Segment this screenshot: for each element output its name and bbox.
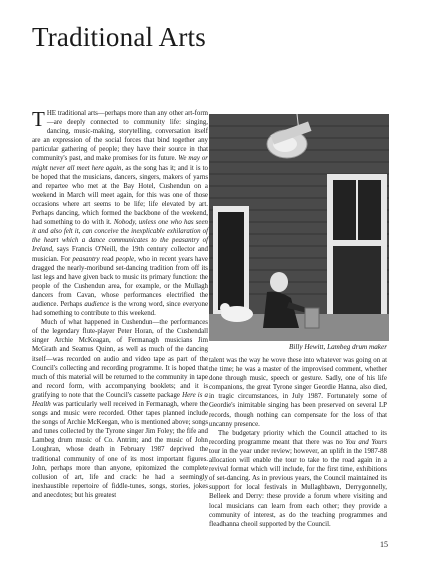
page-title: Traditional Arts [32, 22, 206, 52]
article-paragraph: THE traditional arts—perhaps more than any other art-form—are deeply connected to community life: singing, dancing, music-making, storytelling, conversation itself are an expression of the social forces that bind together any particular gathering of people; they have their source in that community's past, and make promises for its future. We may or might never all meet here again, as the song has it; and it is to be hoped that the musicians, dancers, singers, makers of yarns and repartee who met at the Bay Hotel, Cushendun on a weekend in March will meet again, for this was one of those occasions where art seems to be life; life elevated by art. Perhaps dancing, which formed the backbone of the weekend, had something to do with it. Nobody, unless one who has seen it and also felt it, can conceive the inexplicable exhilaration of the heart which a dance communicates to the peasantry of Ireland, says Francis O'Neill, the 19th century collector and musician. For peasantry read people, who in recent years have dragged the nearly-moribund set-dancing tradition from off its last legs and have given back to music its primary function: the people of the Cushendun area, for example, or the Mullagh dancers from Cavan, whose performances electrified the audience. Perhaps audience is the wrong word, since everyone had something to contribute to this weekend. [32, 107, 208, 318]
photo-illustration [209, 114, 389, 341]
drop-cap: T [32, 107, 45, 131]
article-paragraph: The budgetary priority which the Council attached to its recording programme meant that there was no You and Yours tour in the year under review; however, an uplift in the 1987-88 allocation will enable the tour to take to the road again in a revival format which will include, for the first time, exhibitions of set-dancing. As in previous years, the Council maintained its support for local festivals in Mullaghbawn, Derrygonnelly, Belleek and Derry: these provide a forum where visiting and local musicians can learn from each other; they provide a community of interest, as do the teaching programmes and fleadhanna cheoil supported by the Council. [209, 429, 387, 528]
photo-caption: Billy Hewitt, Lambeg drum maker [288, 343, 387, 351]
article-paragraph: Much of what happened in Cushendun—the performances of the legendary flute-player Peter Horan, of the Cushendall singer Archie McKeagan, of Fermanagh musicians Jim McGrath and Seamus Quinn, as well as much of the dancing itself—was recorded on audio and video tape as part of the Council's collecting and recording programme. It is hoped that much of this material will be returned to the community in tape and record form, with accompanying booklets; and it is gratifying to note that the Council's cassette package Here is a Health was particularly well received in Fermanagh, where the songs and music were recorded. Other tapes planned include the songs of Archie McKeegan, who is mentioned above; songs and tunes collected by the Tyrone singer Jim Foley; the fife and Lambeg drum music of Co. Antrim; and the music of John Loughran, whose death in February 1987 deprived the traditional community of one of its most important figures. John, perhaps more than anyone, epitomized the complete collusion of art, life and crack: he had a seemingly inexhaustible repertoire of fiddle-tunes, songs, stories, jokes and anecdotes; but his greatest [32, 319, 208, 499]
article-paragraph: talent was the way he wove these into whatever was going on at the time; he was a master of the improvised comment, whether done through music, speech or gesture. Sadly, one of his life companions, the great Tyrone singer Geordie Hanna, also died, in tragic circumstances, in July 1987. Fortunately some of Geordie's inimitable singing has been preserved on several LP records, though nothing can compensate for the loss of that uncanny presence. [209, 357, 387, 428]
page-number: 15 [380, 540, 388, 549]
article-column-left [32, 109, 208, 559]
article-column-right [209, 356, 387, 556]
photo-drum-maker [209, 114, 389, 341]
